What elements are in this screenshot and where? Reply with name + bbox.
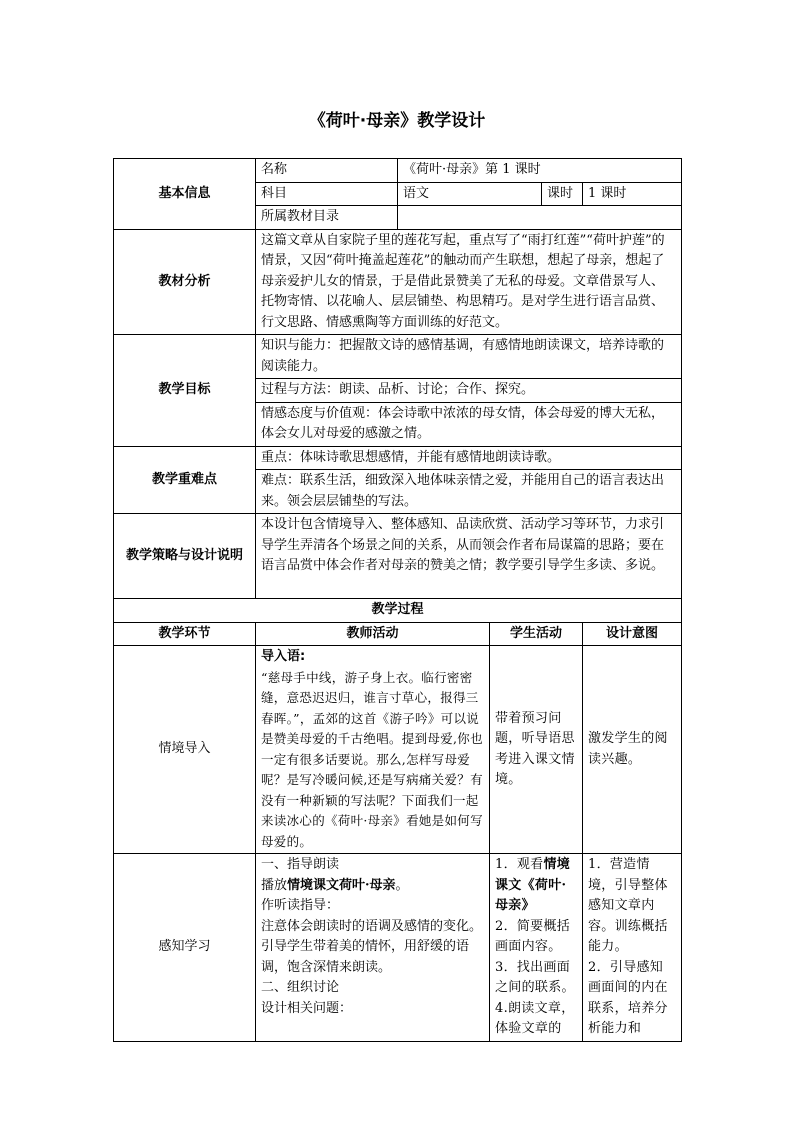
- perceive-s1-pre: 1．观看: [495, 857, 544, 872]
- subject-value: 语文: [398, 182, 542, 206]
- period-value: 1 课时: [583, 182, 682, 206]
- basic-info-label: 基本信息: [114, 159, 256, 230]
- perceive-t5: 引导学生带着美的情怀，用舒缓的语调，饱含深情来朗读。: [261, 939, 470, 975]
- intro-body: “慈母手中线，游子身上衣。临行密密缝，意恐迟迟归，谁言寸草心，报得三春晖。”，孟郊的这首《游子吟》可以说是赞美母爱的千古绝唱。提到母爱,你也一定有很多话要说。那么,怎样写母爱呢？是写冷暖问候,还是写病痛关爱？有没有一种新颖的写法呢？下面我们一起来读冰心的《荷叶·母亲》看她是如何写母爱的。: [261, 669, 483, 849]
- perceive-t7: 设计相关问题：: [261, 1000, 353, 1016]
- perceive-s3: 3．找出画面之间的联系。: [495, 959, 575, 995]
- catalog-value: [398, 206, 682, 230]
- subject-label: 科目: [256, 182, 398, 206]
- perceive-t3: 作听读指导：: [261, 898, 340, 913]
- intro-heading: 导入语:: [261, 649, 306, 664]
- goal-emotion: 情感态度与价值观：体会诗歌中浓浓的母女情，体会母爱的博大无私，体会女儿对母爱的感激之情。: [256, 402, 682, 446]
- perceive-student-activity: [490, 854, 583, 1042]
- intro-student-activity: 带着预习问题，听导语思考进入课文情境。: [490, 646, 583, 854]
- perceive-i2: 2．引导感知画面间的内在联系，培养分析能力和: [588, 959, 668, 1036]
- perceive-t2-bold: 情境课文荷叶·母亲: [287, 877, 396, 893]
- strategy-text: 本设计包含情境导入、整体感知、品读欣赏、活动学习等环节，力求引导学生弄清各个场景之间的关系，从而领会作者布局谋篇的思路；要在语言品赏中体会作者对母亲的赞美之情；教学要引导学生多读、多说。: [256, 514, 682, 599]
- key-point: 重点：体味诗歌思想感情，并能有感情地朗读诗歌。: [256, 446, 682, 470]
- perceive-s1-bold: 情境课文《荷叶·母亲》: [495, 857, 571, 913]
- process-label: 教学过程: [114, 599, 682, 623]
- page-title: 《荷叶·母亲》教学设计: [308, 111, 486, 131]
- intro-teacher-activity: [256, 646, 490, 854]
- perceive-i1: 1．营造情境，引导整体感知文章内容。训练概括能力。: [588, 857, 668, 954]
- perceive-s4: 4.朗读文章，体验文章的: [495, 1000, 575, 1036]
- perceive-t2-pre: 播放: [261, 877, 288, 893]
- analysis-label: 教材分析: [114, 229, 256, 335]
- analysis-text: 这篇文章从自家院子里的莲花写起，重点写了“雨打红莲”“荷叶护莲”的情景，又因“荷叶掩盖起莲花”的触动而产生联想，想起了母亲，想起了母亲爱护儿女的情景，于是借此景赞美了无私的母爱。文章借景写人、托物寄情、以花喻人、层层铺垫、构思精巧。是对学生进行语言品赏、行文思路、情感熏陶等方面训练的好范文。: [256, 229, 682, 335]
- goals-label: 教学目标: [114, 335, 256, 447]
- period-label: 课时: [542, 182, 583, 206]
- name-value: 《荷叶·母亲》第 1 课时: [398, 159, 682, 183]
- col-stage-header: 教学环节: [114, 622, 256, 646]
- goal-process: 过程与方法：朗读、品析、讨论；合作、探究。: [256, 379, 682, 403]
- col-student-header: 学生活动: [490, 622, 583, 646]
- strategy-label: 教学策略与设计说明: [114, 514, 256, 599]
- catalog-label: 所属教材目录: [256, 206, 398, 230]
- perceive-t1: 一、指导朗读: [261, 857, 340, 872]
- difficult-point: 难点：联系生活，细致深入地体味亲情之爱，并能用自己的语言表达出来。领会层层铺垫的写法。: [256, 470, 682, 514]
- perceive-stage: 感知学习: [114, 854, 256, 1042]
- lesson-plan-table: [113, 158, 682, 1042]
- perceive-t4: 注意体会朗读时的语调及感情的变化。: [261, 918, 483, 934]
- perceive-teacher-activity: [256, 854, 490, 1042]
- keypoints-label: 教学重难点: [114, 446, 256, 514]
- perceive-s1: [495, 855, 577, 917]
- col-teacher-header: 教师活动: [256, 622, 490, 646]
- perceive-t2: [261, 876, 484, 897]
- goal-knowledge: 知识与能力：把握散文诗的感情基调，有感情地朗读课文，培养诗歌的阅读能力。: [256, 335, 682, 379]
- perceive-s2: 2．简要概括画面内容。: [495, 918, 571, 954]
- perceive-t6: 二、组织讨论: [261, 980, 340, 995]
- col-intent-header: 设计意图: [583, 622, 682, 646]
- perceive-t2-post: 。: [395, 877, 409, 893]
- name-label: 名称: [256, 159, 398, 183]
- intro-intent: 激发学生的阅读兴趣。: [583, 646, 682, 854]
- perceive-intent: [583, 854, 682, 1042]
- intro-stage: 情境导入: [114, 646, 256, 854]
